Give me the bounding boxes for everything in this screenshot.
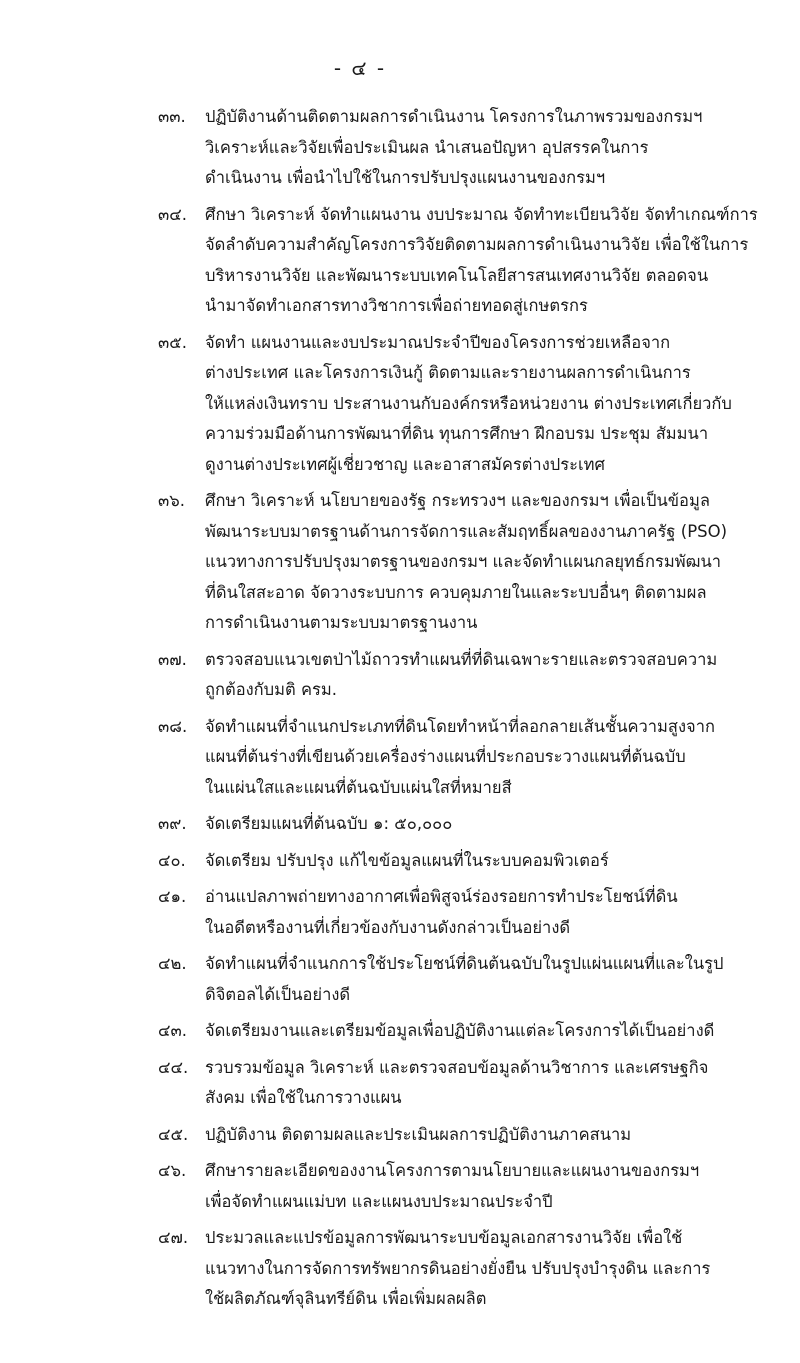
- list-item: [0, 200, 800, 322]
- item-number: ๓๕.: [158, 332, 188, 352]
- item-text-line: ในอดีตหรืองานที่เกี่ยวข้องกับงานดังกล่าวเป็นอย่างดี: [205, 917, 571, 937]
- item-text-line: จัดทำแผนที่จำแนกประเภทที่ดินโดยทำหน้าที่ลอกลายเส้นชั้นความสูงจาก: [205, 716, 715, 736]
- item-text-line: ปฏิบัติงาน ติดตามผลและประเมินผลการปฏิบัติงานภาคสนาม: [205, 1124, 632, 1144]
- item-text-line: แนวทางในการจัดการทรัพยากรดินอย่างยั่งยืน ปรับปรุงบำรุงดิน และการ: [205, 1258, 711, 1278]
- list-item: [0, 1120, 800, 1151]
- item-text-line: ถูกต้องกับมติ ครม.: [205, 680, 337, 699]
- item-text-line: วิเคราะห์และวิจัยเพื่อประเมินผล นำเสนอปัญหา อุปสรรคในการ: [205, 137, 649, 157]
- item-text: [205, 328, 775, 481]
- item-number: ๔๓.: [158, 1021, 188, 1040]
- item-text-line: อ่านแปลภาพถ่ายทางอากาศเพื่อพิสูจน์ร่องรอยการทำประโยชน์ที่ดิน: [205, 887, 678, 906]
- item-text-line: ต่างประเทศ และโครงการเงินกู้ ติดตามและรายงานผลการดำเนินการ: [205, 363, 691, 382]
- item-text: [205, 712, 775, 804]
- numbered-item-list: [0, 102, 800, 1321]
- item-number: ๔๔.: [158, 1057, 189, 1077]
- list-item: [0, 328, 800, 481]
- item-text-line: สังคม เพื่อใช้ในการวางแผน: [205, 1088, 402, 1107]
- list-item: [0, 1223, 800, 1315]
- item-text-line: แผนที่ต้นร่างที่เขียนด้วยเครื่องร่างแผนที่ประกอบระวางแผนที่ต้นฉบับ: [205, 747, 686, 766]
- item-text-line: ดำเนินงาน เพื่อนำไปใช้ในการปรับปรุงแผนงานของกรมฯ: [205, 168, 606, 187]
- item-text-line: รวบรวมข้อมูล วิเคราะห์ และตรวจสอบข้อมูลด้านวิชาการ และเศรษฐกิจ: [205, 1057, 709, 1077]
- item-text-line: จัดทำ แผนงานและงบประมาณประจำปีของโครงการช่วยเหลือจาก: [205, 332, 671, 352]
- item-text: [205, 102, 775, 194]
- item-text-line: ดูงานต่างประเทศผู้เชี่ยวชาญ และอาสาสมัครต่างประเทศ: [205, 454, 605, 474]
- item-text-line: ดิจิตอลได้เป็นอย่างดี: [205, 984, 351, 1004]
- item-text-line: ให้แหล่งเงินทราบ ประสานงานกับองค์กรหรือหน่วยงาน ต่างประเทศเกี่ยวกับ: [205, 393, 732, 413]
- item-text: [205, 1156, 775, 1217]
- list-item: [0, 882, 800, 943]
- item-number: ๔๗.: [158, 1228, 189, 1247]
- item-text-line: ปฏิบัติงานด้านติดตามผลการดำเนินงาน โครงการในภาพรวมของกรมฯ: [205, 107, 703, 126]
- item-text-line: นำมาจัดทำเอกสารทางวิชาการเพื่อถ่ายทอดสู่เกษตรกร: [205, 296, 588, 315]
- item-text-line: เพื่อจัดทำแผนแม่บท และแผนงบประมาณประจำปี: [205, 1191, 553, 1211]
- list-item: [0, 1016, 800, 1047]
- list-item: [0, 1053, 800, 1114]
- item-text: [205, 809, 775, 840]
- list-item: [0, 102, 800, 194]
- item-text-line: การดำเนินงานตามระบบมาตรฐานงาน: [205, 613, 478, 632]
- page-number: - ๔ -: [333, 56, 387, 80]
- list-item: [0, 949, 800, 1010]
- item-text: [205, 1120, 775, 1151]
- item-number: ๓๗.: [158, 649, 187, 669]
- item-text: [205, 486, 775, 639]
- item-text: [205, 949, 775, 1010]
- list-item: [0, 486, 800, 639]
- item-text-line: จัดเตรียมแผนที่ต้นฉบับ ๑: ๕๐,๐๐๐: [205, 814, 453, 833]
- item-text-line: ใช้ผลิตภัณฑ์จุลินทรีย์ดิน เพื่อเพิ่มผลผลิต: [205, 1289, 487, 1308]
- item-text-line: จัดทำแผนที่จำแนกการใช้ประโยชน์ที่ดินต้นฉบับในรูปแผ่นแผนที่และในรูป: [205, 954, 724, 973]
- item-number: ๔๒.: [158, 954, 187, 973]
- list-item: [0, 1156, 800, 1217]
- item-number: ๓๓.: [158, 107, 186, 126]
- item-number: ๓๔.: [158, 204, 188, 224]
- item-text: [205, 1016, 775, 1047]
- item-text: [205, 882, 775, 943]
- item-text-line: ประมวลและแปรข้อมูลการพัฒนาระบบข้อมูลเอกสารงานวิจัย เพื่อใช้: [205, 1228, 683, 1247]
- list-item: [0, 846, 800, 877]
- item-text-line: แนวทางการปรับปรุงมาตรฐานของกรมฯ และจัดทำแผนกลยุทธ์กรมพัฒนา: [205, 552, 722, 571]
- item-text-line: ตรวจสอบแนวเขตป่าไม้ถาวรทำแผนที่ที่ดินเฉพาะรายและตรวจสอบความ: [205, 649, 718, 669]
- item-text: [205, 200, 775, 322]
- item-text-line: บริหารงานวิจัย และพัฒนาระบบเทคโนโลยีสารสนเทศงานวิจัย ตลอดจน: [205, 265, 709, 285]
- item-text-line: ศึกษา วิเคราะห์ นโยบายของรัฐ กระทรวงฯ และของกรมฯ เพื่อเป็นข้อมูล: [205, 491, 710, 510]
- item-number: ๓๘.: [158, 716, 188, 736]
- item-number: ๓๙.: [158, 814, 187, 833]
- item-text-line: จัดเตรียมงานและเตรียมข้อมูลเพื่อปฏิบัติงานแต่ละโครงการได้เป็นอย่างดี: [205, 1021, 715, 1040]
- item-number: ๔๕.: [158, 1124, 189, 1144]
- item-text-line: ในแผ่นใสและแผนที่ต้นฉบับแผ่นใสที่หมายสี: [205, 777, 512, 797]
- item-text-line: ที่ดินใสสะอาด จัดวางระบบการ ควบคุมภายในและระบบอื่นๆ ติดตามผล: [205, 582, 707, 602]
- item-number: ๔๖.: [158, 1161, 187, 1180]
- item-text-line: จัดเตรียม ปรับปรุง แก้ไขข้อมูลแผนที่ในระบบคอมพิวเตอร์: [205, 850, 609, 870]
- list-item: [0, 809, 800, 840]
- item-text-line: ศึกษารายละเอียดของงานโครงการตามนโยบายและแผนงานของกรมฯ: [205, 1161, 700, 1180]
- list-item: [0, 645, 800, 706]
- item-text-line: ความร่วมมือด้านการพัฒนาที่ดิน ทุนการศึกษา ฝึกอบรม ประชุม สัมมนา: [205, 424, 709, 443]
- list-item: [0, 712, 800, 804]
- item-number: ๔๑.: [158, 887, 187, 906]
- item-number: ๔๐.: [158, 850, 186, 870]
- item-text: [205, 1053, 775, 1114]
- item-number: ๓๖.: [158, 491, 185, 510]
- item-text-line: ศึกษา วิเคราะห์ จัดทำแผนงาน งบประมาณ จัดทำทะเบียนวิจัย จัดทำเกณฑ์การ: [205, 204, 758, 224]
- item-text-line: พัฒนาระบบมาตรฐานด้านการจัดการและสัมฤทธิ์ผลของงานภาครัฐ (PSO): [205, 521, 728, 541]
- item-text: [205, 846, 775, 877]
- item-text: [205, 1223, 775, 1315]
- item-text: [205, 645, 775, 706]
- item-text-line: จัดลำดับความสำคัญโครงการวิจัยติดตามผลการดำเนินงานวิจัย เพื่อใช้ในการ: [205, 235, 749, 254]
